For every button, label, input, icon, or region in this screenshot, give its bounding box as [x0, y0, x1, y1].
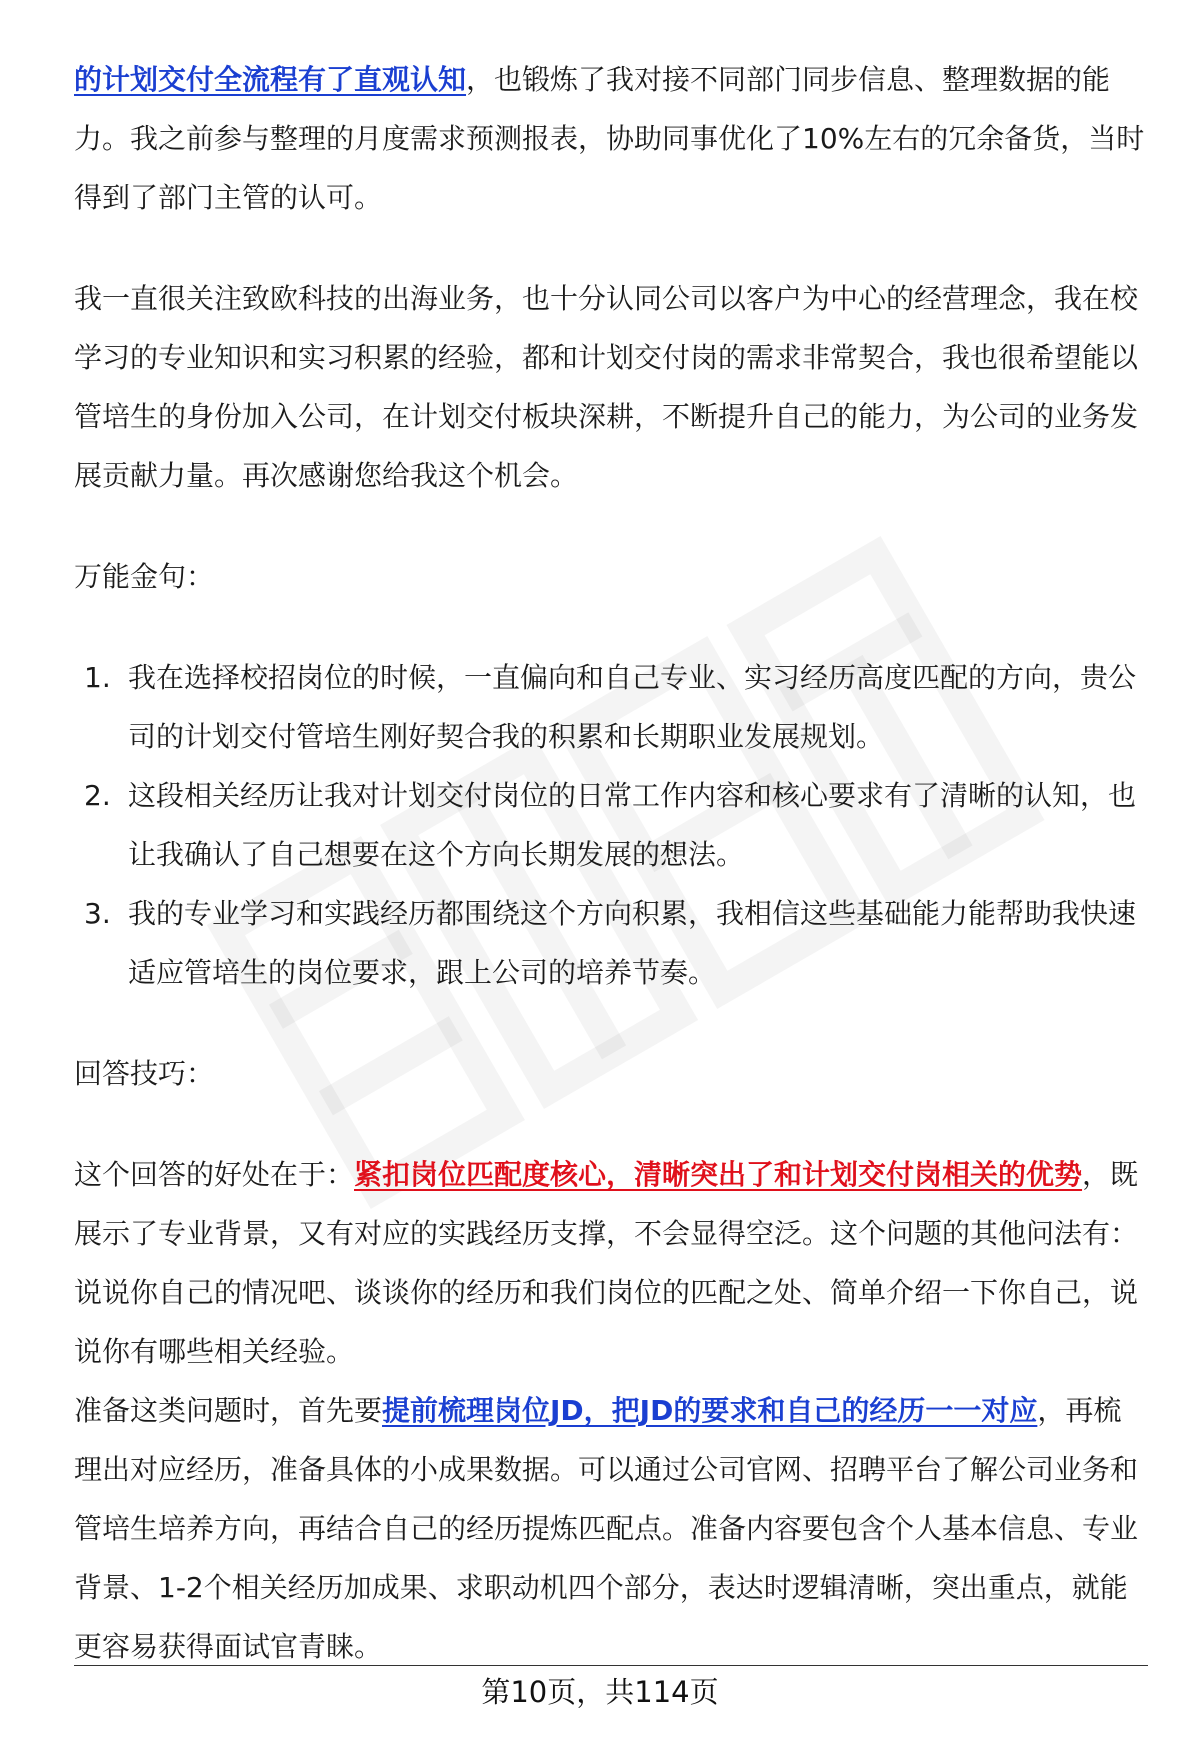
page-number: 第10页，共114页: [481, 1675, 719, 1709]
list-number: 2.: [84, 779, 111, 812]
list-number: 1.: [84, 661, 111, 694]
document-body: [74, 50, 1148, 1676]
highlight-blue: 的计划交付全流程有了直观认知: [74, 63, 467, 96]
list-item-text: 这段相关经历让我对计划交付岗位的日常工作内容和核心要求有了清晰的认知，也让我确认了自己想要在这个方向长期发展的想法。: [128, 779, 1137, 871]
highlight-blue: 提前梳理岗位JD，把JD的要求和自己的经历一一对应: [382, 1394, 1038, 1427]
highlight-red: 紧扣岗位匹配度核心，清晰突出了和计划交付岗相关的优势: [354, 1158, 1083, 1191]
paragraph-tips-preparation: [74, 1381, 1148, 1676]
paragraph-text: ，既展示了专业背景，又有对应的实践经历支撑，不会显得空泛。这个问题的其他问法有：说说你自己的情况吧、谈谈你的经历和我们岗位的匹配之处、简单介绍一下你自己，说说你有哪些相关经验。: [74, 1158, 1139, 1368]
golden-sentences-heading: 万能金句：: [74, 560, 215, 593]
paragraph-motivation: 我一直很关注致欧科技的出海业务，也十分认同公司以客户为中心的经营理念，我在校学习的专业知识和实习积累的经验，都和计划交付岗的需求非常契合，我也很希望能以管培生的身份加入公司，在计划交付板块深耕，不断提升自己的能力，为公司的业务发展贡献力量。再次感谢您给我这个机会。: [74, 282, 1139, 492]
answer-tips-heading: 回答技巧：: [74, 1057, 215, 1090]
paragraph-text: 准备这类问题时，首先要: [74, 1394, 383, 1427]
paragraph-tips-benefit: [74, 1145, 1148, 1381]
list-number: 3.: [84, 897, 111, 930]
list-item: [74, 884, 1148, 1002]
paragraph-text: ，再梳理出对应经历，准备具体的小成果数据。可以通过公司官网、招聘平台了解公司业务和管培生培养方向，再结合自己的经历提炼匹配点。准备内容要包含个人基本信息、专业背景、1-2个相关经历加成果、求职动机四个部分，表达时逻辑清晰，突出重点，就能更容易获得面试官青睐。: [74, 1394, 1139, 1663]
paragraph-text: ，也锻炼了我对接不同部门同步信息、整理数据的能力。我之前参与整理的月度需求预测报表，协助同事优化了10%左右的冗余备货，当时得到了部门主管的认可。: [74, 63, 1145, 214]
paragraph-internship-result: [74, 50, 1148, 227]
list-item-text: 我在选择校招岗位的时候，一直偏向和自己专业、实习经历高度匹配的方向，贵公司的计划交付管培生刚好契合我的积累和长期职业发展规划。: [128, 661, 1137, 753]
list-item: [74, 648, 1148, 766]
list-item-text: 我的专业学习和实践经历都围绕这个方向积累，我相信这些基础能力能帮助我快速适应管培生的岗位要求，跟上公司的培养节奏。: [128, 897, 1137, 989]
paragraph-text: 这个回答的好处在于：: [74, 1158, 355, 1191]
golden-sentences-list: [74, 648, 1148, 1002]
footer-divider: [74, 1665, 1148, 1666]
list-item: [74, 766, 1148, 884]
